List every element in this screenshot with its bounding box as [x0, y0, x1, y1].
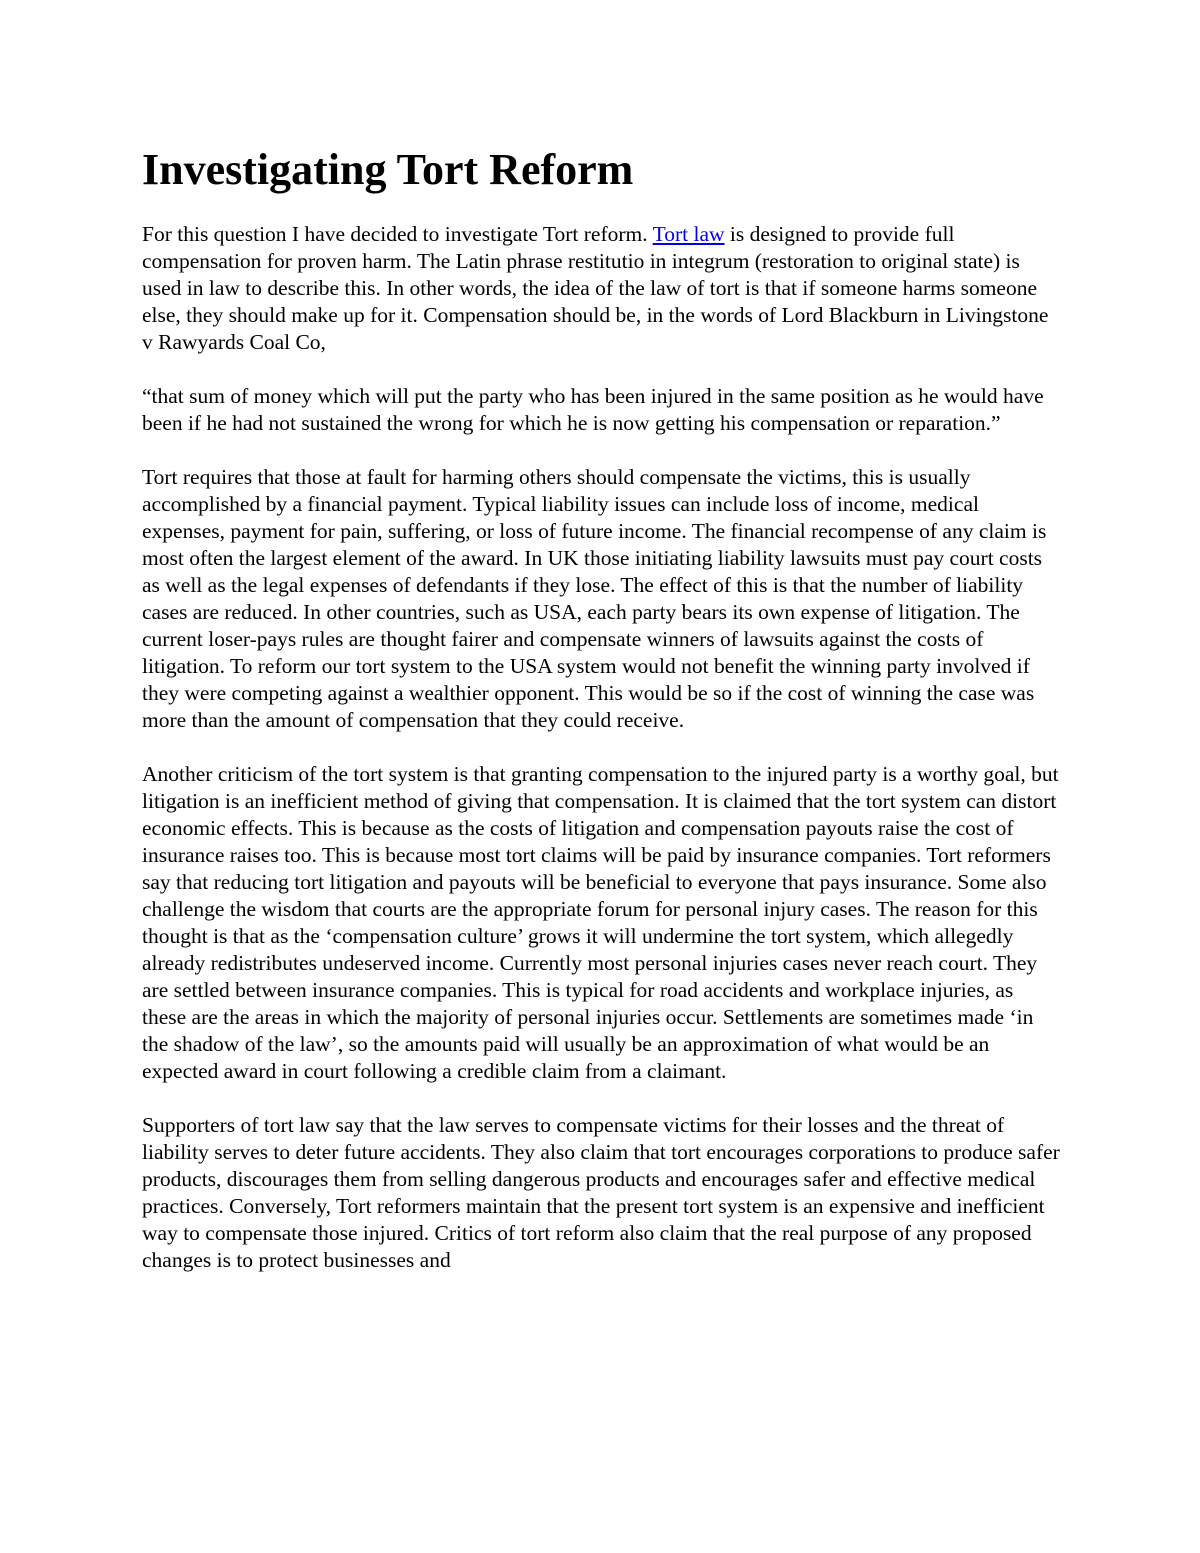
tort-law-link[interactable]: Tort law — [652, 222, 725, 246]
quote-paragraph: “that sum of money which will put the party who has been injured in the same position as he would have been if he had not sustained the wrong for which he is now getting his compensation or reparation.” — [142, 384, 1044, 435]
document-title: Investigating Tort Reform — [142, 145, 634, 194]
document-page — [142, 140, 1062, 1301]
intro-paragraph — [142, 221, 1062, 356]
intro-text-before-link: For this question I have decided to investigate Tort reform. — [142, 222, 653, 246]
body-paragraph-2: Tort requires that those at fault for harming others should compensate the victims, this is usually accomplished by a financial payment. Typical liability issues can include loss of income, medical expenses, payment for pain, suffering, or loss of future income. The financial recompense of any claim is most often the largest element of the award. In UK those initiating liability lawsuits must pay court costs as well as the legal expenses of defendants if they lose. The effect of this is that the number of liability cases are reduced. In other countries, such as USA, each party bears its own expense of litigation. The current loser-pays rules are thought fairer and compensate winners of lawsuits against the costs of litigation. To reform our tort system to the USA system would not benefit the winning party involved if they were competing against a wealthier opponent. This would be so if the cost of winning the case was more than the amount of compensation that they could receive. — [142, 465, 1047, 732]
body-paragraph-3: Another criticism of the tort system is that granting compensation to the injured party is a worthy goal, but litigation is an inefficient method of giving that compensation. It is claimed that the tort system can distort economic effects. This is because as the costs of litigation and compensation payouts raise the cost of insurance raises too. This is because most tort claims will be paid by insurance companies. Tort reformers say that reducing tort litigation and payouts will be beneficial to everyone that pays insurance. Some also challenge the wisdom that courts are the appropriate forum for personal injury cases. The reason for this thought is that as the ‘compensation culture’ grows it will undermine the tort system, which allegedly already redistributes undeserved income. Currently most personal injuries cases never reach court. They are settled between insurance companies. This is typical for road accidents and workplace injuries, as these are the areas in which the majority of personal injuries occur. Settlements are sometimes made ‘in the shadow of the law’, so the amounts paid will usually be an approximation of what would be an expected award in court following a credible claim from a claimant. — [142, 762, 1059, 1083]
body-paragraph-4: Supporters of tort law say that the law serves to compensate victims for their losses and the threat of liability serves to deter future accidents. They also claim that tort encourages corporations to produce safer products, discourages them from selling dangerous products and encourages safer and effective medical practices. Conversely, Tort reformers maintain that the present tort system is an expensive and inefficient way to compensate those injured. Critics of tort reform also claim that the real purpose of any proposed changes is to protect businesses and — [142, 1113, 1060, 1272]
intro-text-after-link: is designed to provide full compensation for proven harm. The Latin phrase restitutio in integrum (restoration to original state) is used in law to describe this. In other words, the idea of the law of tort is that if someone harms someone else, they should make up for it. Compensation should be, in the words of Lord Blackburn in Livingstone v Rawyards Coal Co, — [142, 222, 1049, 354]
